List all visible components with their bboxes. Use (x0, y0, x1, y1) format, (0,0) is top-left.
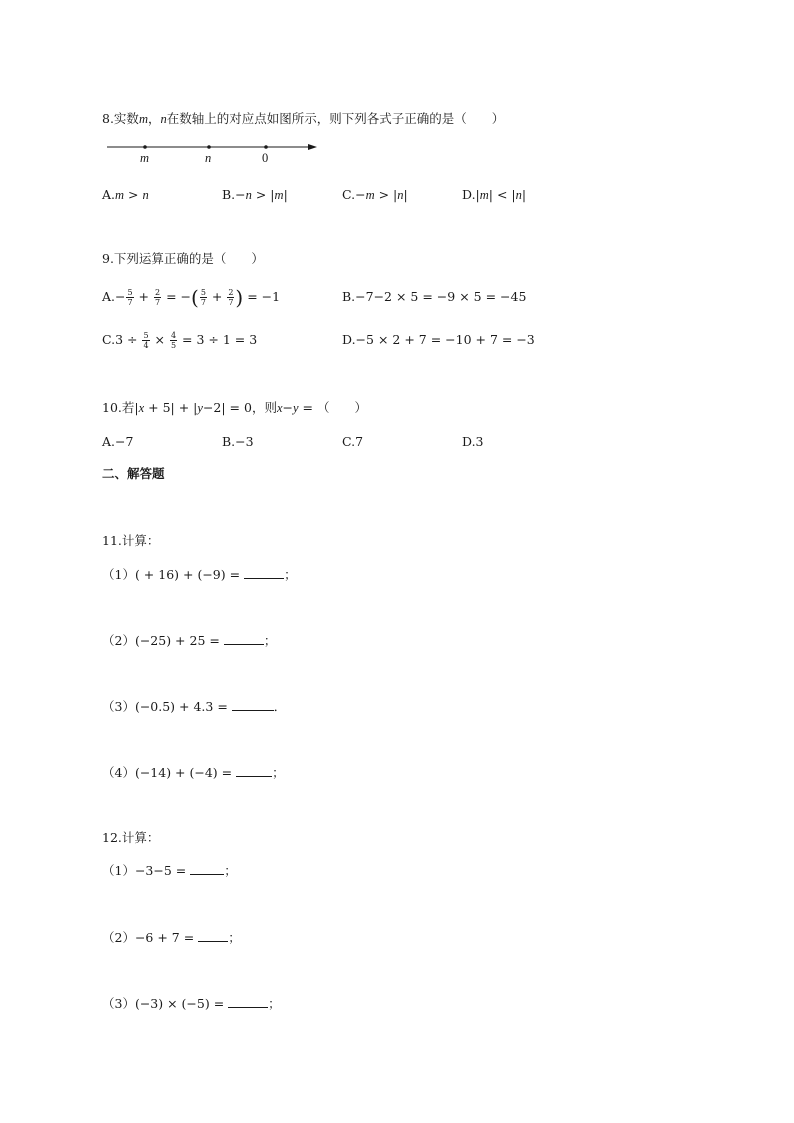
q12-part-1: （1）−3−5 = ； (102, 863, 237, 878)
q9-option-c: C.3 ÷ $\frac{5}{4}$ × $\frac{4}{5}$ = 3 ÷ 1 = 3 (102, 331, 258, 350)
answer-blank[interactable] (190, 862, 224, 875)
answer-blank[interactable] (232, 698, 274, 711)
q12-part-3: （3）(−3) × (−5) = ； (102, 996, 281, 1011)
q8-option-b: B.−n > |m| (222, 187, 288, 202)
q10-option-a: A.−7 (102, 434, 134, 449)
q12-stem: 12.计算： (102, 830, 160, 845)
q10-stem: 10.若|x + 5| + |y−2| = 0，则x−y = （ ） (102, 400, 367, 415)
q12-part-2: （2）−6 + 7 = ； (102, 930, 241, 945)
q11-part-1: （1）( + 16) + (−9) = ； (102, 567, 297, 582)
section-title: 二、解答题 (102, 466, 165, 481)
q11-part-2: （2）(−25) + 25 = ； (102, 633, 277, 648)
axis-label-m: m (140, 151, 150, 165)
answer-blank[interactable] (224, 632, 264, 645)
point-zero (264, 145, 268, 149)
point-n (207, 145, 211, 149)
answer-blank[interactable] (228, 995, 268, 1008)
answer-blank[interactable] (198, 929, 228, 942)
q9-option-a: A.− $\frac{5}{7}$ + $\frac{2}{7}$ = −( $\frac{5}{7}$ + $\frac{2}{7}$ ) = −1 (102, 285, 281, 310)
point-m (143, 145, 147, 149)
q9-option-d: D.−5 × 2 + 7 = −10 + 7 = −3 (342, 332, 535, 347)
q11-stem: 11.计算： (102, 533, 160, 548)
q10-option-d: D.3 (462, 434, 484, 449)
q10-option-c: C.7 (342, 434, 364, 449)
number-line (105, 138, 320, 168)
q10-option-b: B.−3 (222, 434, 254, 449)
axis-label-zero: 0 (262, 151, 269, 165)
axis-label-n: n (205, 151, 212, 165)
q8-option-c: C.−m > |n| (342, 187, 408, 202)
answer-blank[interactable] (244, 566, 284, 579)
q8-stem: 8.实数m，n在数轴上的对应点如图所示，则下列各式子正确的是（ ） (102, 111, 505, 126)
q11-part-4: （4）(−14) + (−4) = ； (102, 765, 285, 780)
q11-part-3: （3）(−0.5) + 4.3 = ． (102, 699, 287, 714)
answer-blank[interactable] (236, 764, 272, 777)
q8-option-a: A.m > n (102, 187, 149, 202)
q9-option-b: B.−7−2 × 5 = −9 × 5 = −45 (342, 289, 527, 304)
q9-stem: 9.下列运算正确的是（ ） (102, 251, 264, 266)
q8-option-d: D.|m| < |n| (462, 187, 527, 202)
